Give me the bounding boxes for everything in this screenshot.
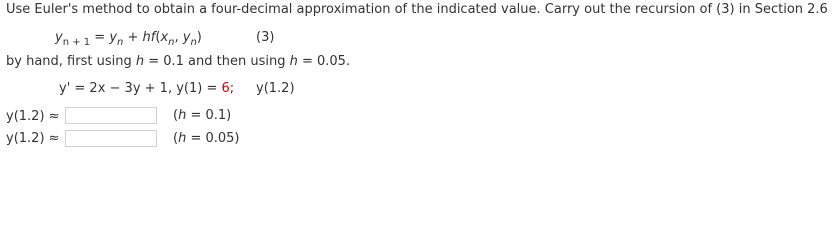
step-size-note-2 [173, 131, 240, 146]
formula-paren-open: ( [155, 30, 161, 45]
formula-sub-n: n [117, 37, 124, 48]
ode-statement [59, 81, 234, 96]
by-hand-text-1: by hand, first using [6, 54, 136, 69]
answer-label-2: y(1.2) ≈ [6, 131, 60, 146]
problem-intro: Use Euler's method to obtain a four-decimal approximation of the indicated value. Carry out the recursion of (3) in Section 2.6 [6, 2, 828, 17]
formula-yn: y [109, 30, 118, 45]
ode-separator: ; [229, 81, 235, 96]
formula-comma: , [174, 30, 183, 45]
formula-equals: = [90, 30, 110, 45]
ode-lhs: y' = 2x − 3y + 1, y(1) = [59, 81, 222, 96]
euler-formula [55, 30, 202, 48]
step-h-2: h [178, 131, 187, 146]
answer-input-h-0-1[interactable] [65, 107, 157, 124]
answer-label-1: y(1.2) ≈ [6, 109, 60, 124]
by-hand-h2: h [289, 54, 298, 69]
equation-number: (3) [256, 30, 275, 45]
formula-y2: y [182, 30, 191, 45]
step-value-2: = 0.05) [186, 131, 240, 146]
formula-plus: + [123, 30, 143, 45]
formula-y2-sub-n: n [190, 37, 197, 48]
formula-x: x [160, 30, 169, 45]
step-paren-2: ( [173, 131, 179, 146]
by-hand-text-2: = 0.1 and then using [144, 54, 290, 69]
by-hand-instruction [6, 54, 350, 69]
step-paren-1: ( [173, 108, 179, 123]
step-size-note-1 [173, 108, 231, 123]
step-value-1: = 0.1) [186, 108, 232, 123]
formula-paren-close: ) [196, 30, 202, 45]
step-h-1: h [178, 108, 187, 123]
formula-x-sub-n: n [168, 37, 175, 48]
formula-sub-n-plus-1: n + 1 [62, 37, 91, 48]
ode-target: y(1.2) [256, 81, 295, 96]
by-hand-h1: h [135, 54, 145, 69]
by-hand-text-3: = 0.05. [297, 54, 351, 69]
formula-hf: hf [142, 30, 156, 45]
ode-initial-value: 6 [221, 81, 230, 96]
answer-input-h-0-05[interactable] [65, 130, 157, 147]
formula-y: y [55, 30, 63, 45]
